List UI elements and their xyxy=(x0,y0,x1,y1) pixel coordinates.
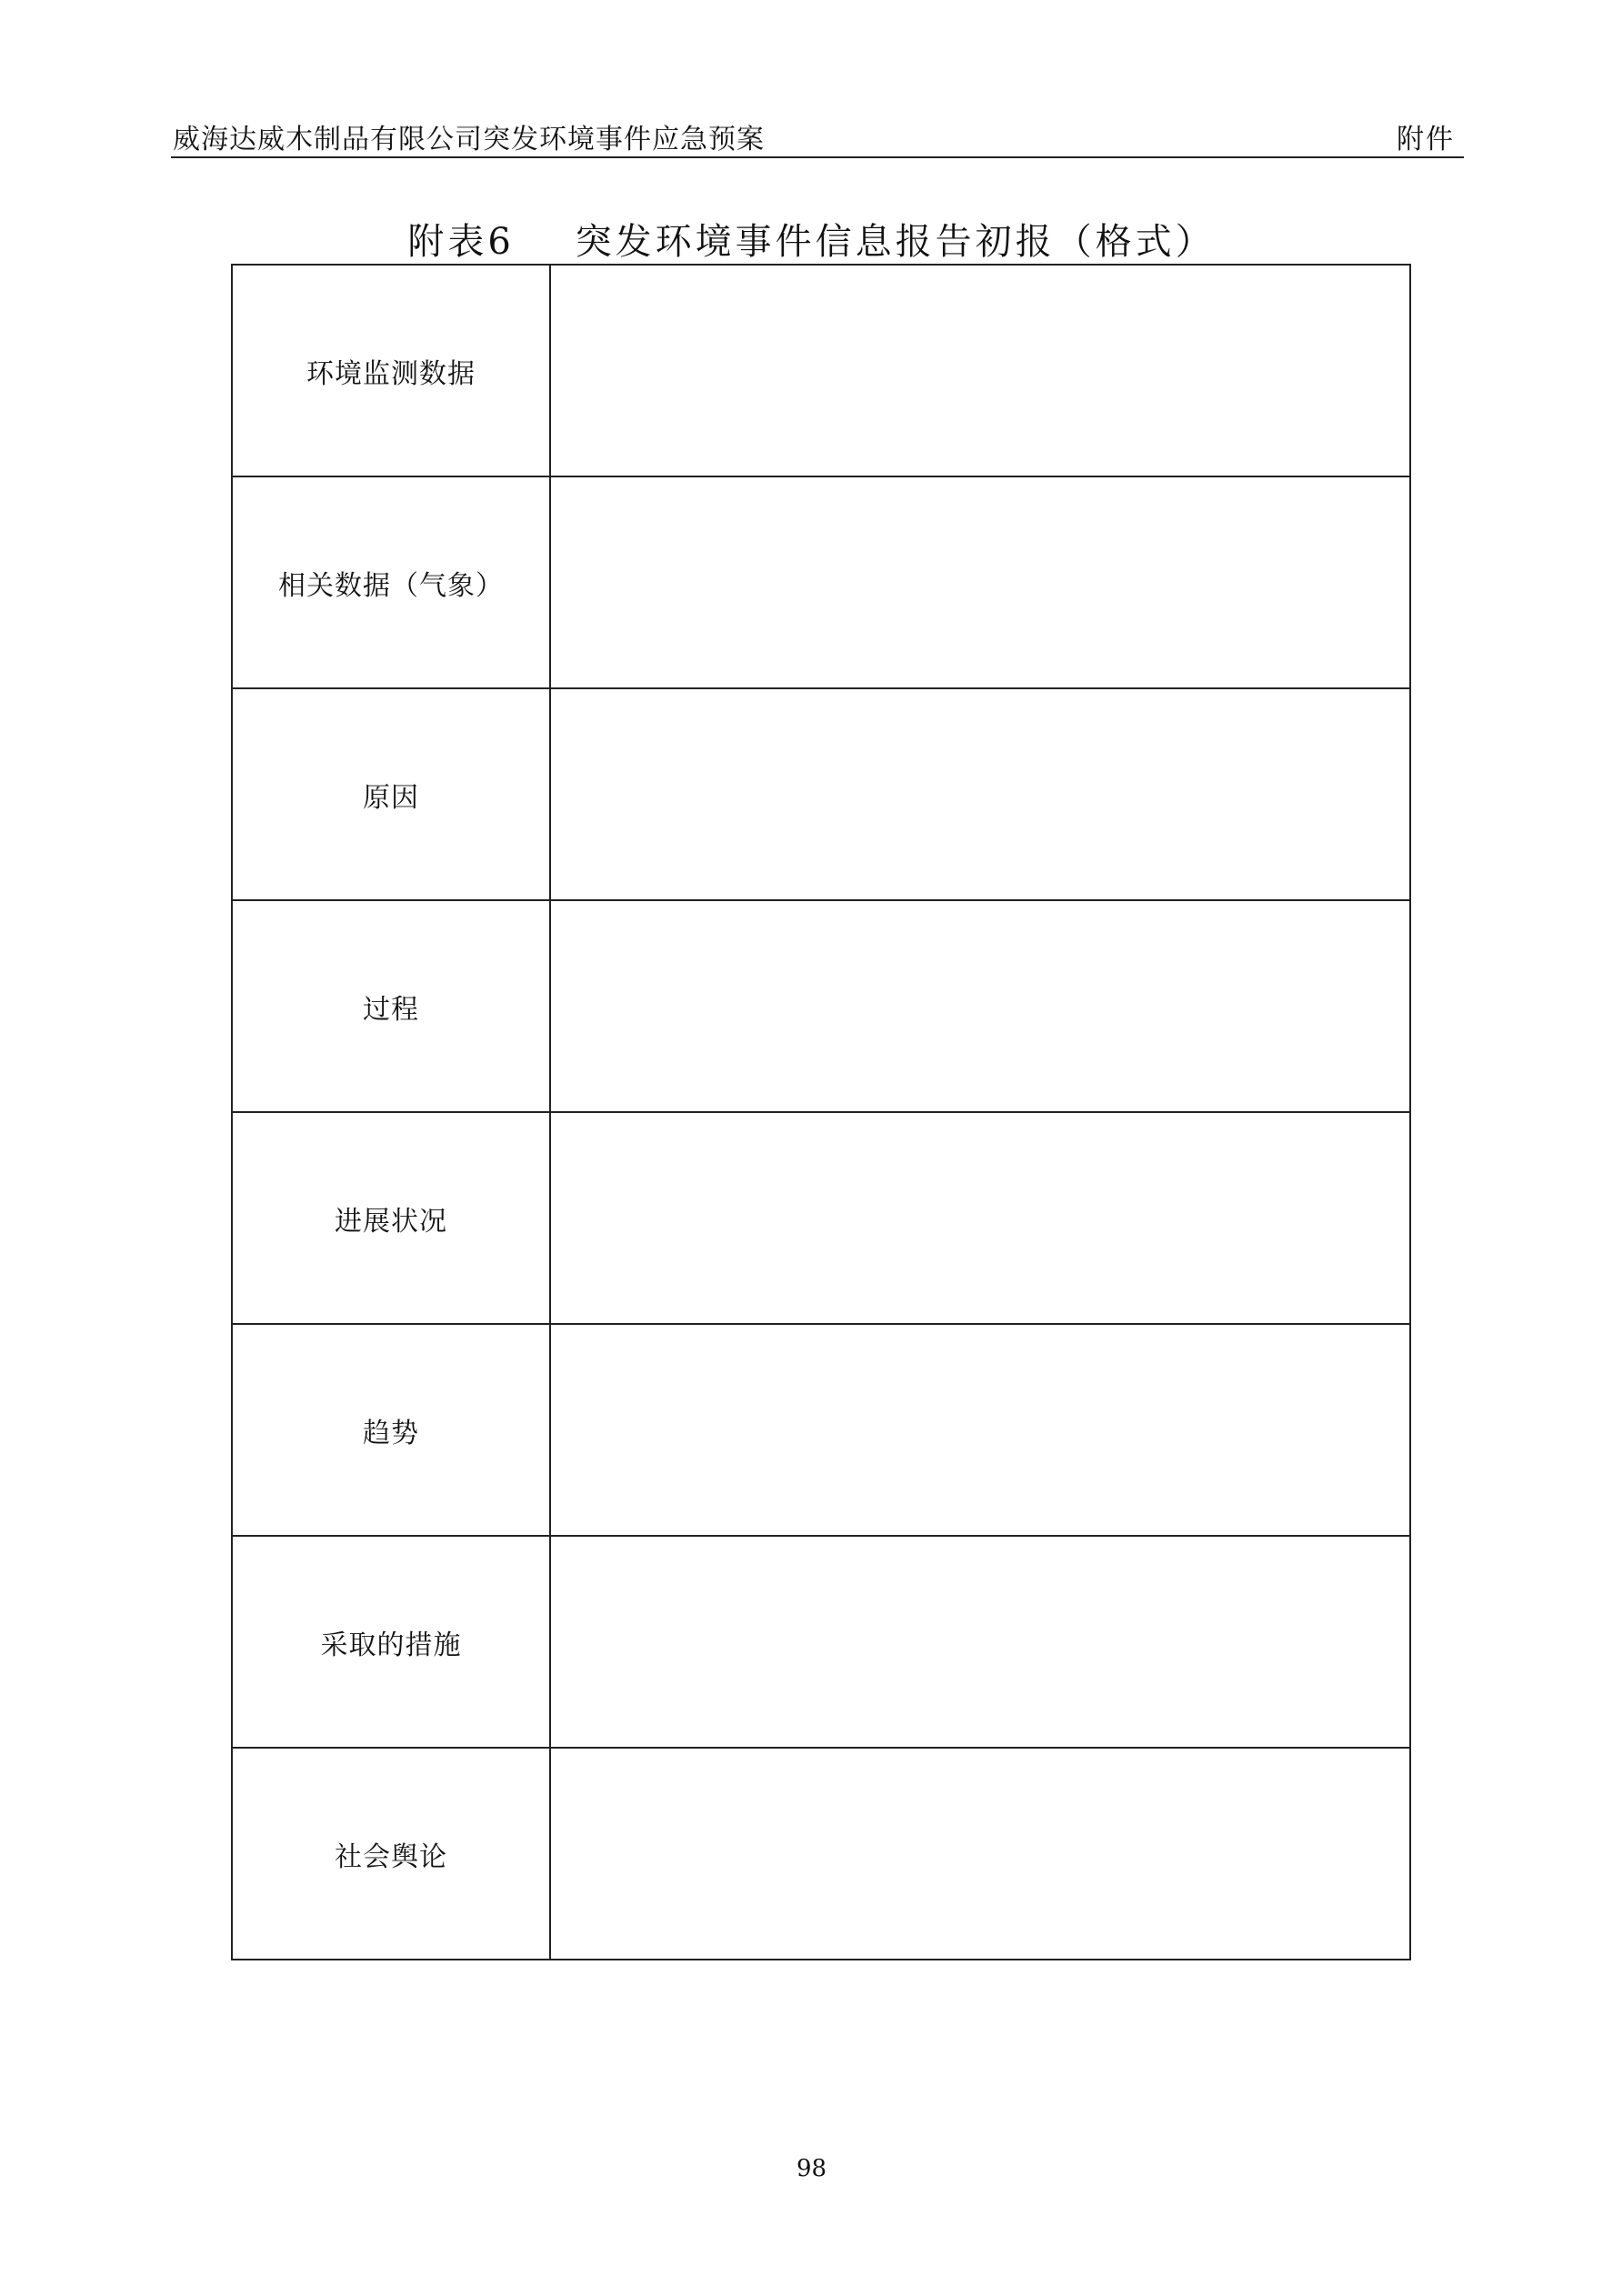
row-value-measures[interactable] xyxy=(550,1536,1410,1748)
document-title-header: 威海达威木制品有限公司突发环境事件应急预案 xyxy=(173,124,765,155)
table-row xyxy=(232,265,1410,476)
row-value-process[interactable] xyxy=(550,900,1410,1112)
table-row xyxy=(232,1536,1410,1748)
row-value-monitoring-data[interactable] xyxy=(550,265,1410,476)
row-value-public-opinion[interactable] xyxy=(550,1748,1410,1960)
attachment-label: 附件 xyxy=(1397,124,1455,155)
page-header xyxy=(171,107,1464,158)
table-row xyxy=(232,1324,1410,1536)
table-row xyxy=(232,476,1410,688)
report-form-table xyxy=(231,264,1411,1960)
table-title: 附表6 突发环境事件信息报告初报（格式） xyxy=(407,221,1216,263)
page-number: 98 xyxy=(796,2155,827,2182)
row-value-trend[interactable] xyxy=(550,1324,1410,1536)
table-row xyxy=(232,688,1410,900)
row-label-trend: 趋势 xyxy=(232,1324,550,1536)
row-label-cause: 原因 xyxy=(232,688,550,900)
table-row xyxy=(232,1748,1410,1960)
row-label-process: 过程 xyxy=(232,900,550,1112)
row-label-progress: 进展状况 xyxy=(232,1112,550,1324)
row-label-monitoring-data: 环境监测数据 xyxy=(232,265,550,476)
row-label-public-opinion: 社会舆论 xyxy=(232,1748,550,1960)
table-row xyxy=(232,1112,1410,1324)
row-label-related-data: 相关数据（气象） xyxy=(232,476,550,688)
row-value-cause[interactable] xyxy=(550,688,1410,900)
row-value-progress[interactable] xyxy=(550,1112,1410,1324)
row-value-related-data[interactable] xyxy=(550,476,1410,688)
row-label-measures: 采取的措施 xyxy=(232,1536,550,1748)
table-row xyxy=(232,900,1410,1112)
